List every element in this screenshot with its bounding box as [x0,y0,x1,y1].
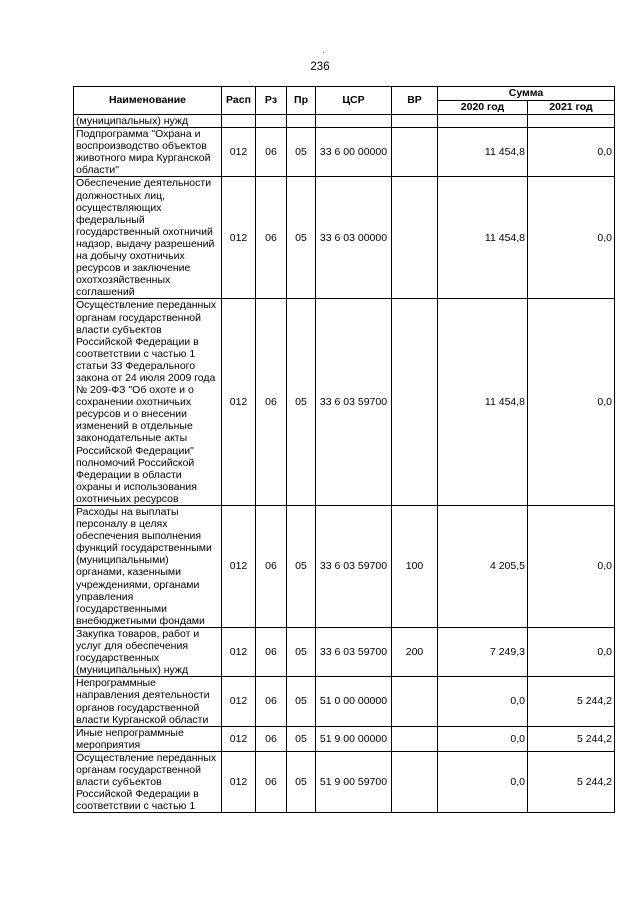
cell-name: Осуществление переданных органам государственной власти субъектов Российской Федерации в соответствии с частью 1 [74,751,222,812]
table-row [74,751,615,812]
cell-pr: 05 [287,299,316,506]
cell-vr [392,128,438,177]
table-row [74,299,615,506]
table-row [74,177,615,299]
cell-name: Расходы на выплаты персоналу в целях обеспечения выполнения функций государственными (муниципальными) органами, казенными учреждениями, органами управления государственными внебюджетными фондами [74,506,222,628]
cell-sum-2020: 11 454,8 [438,177,528,299]
cell-sum-2021: 0,0 [528,506,615,628]
cell-rasp: 012 [222,677,256,726]
cell-sum-2020: 11 454,8 [438,128,528,177]
header-year-2021: 2021 год [528,101,615,115]
cell-pr: 05 [287,726,316,751]
cell-pr: 05 [287,177,316,299]
cell-rz: 06 [256,506,287,628]
cell-pr: 05 [287,506,316,628]
cell-rz: 06 [256,751,287,812]
table-row [74,677,615,726]
cell-vr [392,177,438,299]
cell-vr: 200 [392,627,438,676]
cell-rasp: 012 [222,299,256,506]
cell-rasp: 012 [222,128,256,177]
header-vr: ВР [392,87,438,115]
cell-vr [392,299,438,506]
scan-speck [323,52,324,53]
table-header [74,87,615,115]
header-sum: Сумма [438,87,615,101]
cell-name: Непрограммные направления деятельности органов государственной власти Курганской области [74,677,222,726]
cell-sum-2021: 5 244,2 [528,677,615,726]
cell-rz: 06 [256,128,287,177]
cell-vr [392,751,438,812]
cell-rz [256,115,287,128]
cell-name: (муниципальных) нужд [74,115,222,128]
table-body [74,115,615,813]
cell-rasp [222,115,256,128]
cell-csr: 33 6 03 59700 [316,506,392,628]
cell-sum-2021: 5 244,2 [528,751,615,812]
cell-name: Иные непрограммные мероприятия [74,726,222,751]
table-row [74,115,615,128]
cell-sum-2021: 0,0 [528,177,615,299]
header-year-2020: 2020 год [438,101,528,115]
cell-pr: 05 [287,751,316,812]
table-row [74,726,615,751]
cell-sum-2020: 4 205,5 [438,506,528,628]
cell-csr: 33 6 00 00000 [316,128,392,177]
cell-rasp: 012 [222,627,256,676]
page-number: 236 [310,61,330,73]
cell-name: Обеспечение деятельности должностных лиц, осуществляющих федеральный государственный охотничий надзор, выдачу разрешений на добычу охотничьих ресурсов и заключение охотхозяйственных соглашений [74,177,222,299]
cell-sum-2021 [528,115,615,128]
budget-table [73,86,615,813]
cell-pr: 05 [287,128,316,177]
cell-sum-2020 [438,115,528,128]
cell-rasp: 012 [222,751,256,812]
cell-csr: 33 6 03 59700 [316,627,392,676]
cell-sum-2021: 0,0 [528,299,615,506]
header-rz: Рз [256,87,287,115]
cell-sum-2020: 0,0 [438,751,528,812]
cell-csr [316,115,392,128]
cell-csr: 33 6 03 59700 [316,299,392,506]
cell-vr: 100 [392,506,438,628]
cell-rz: 06 [256,627,287,676]
cell-sum-2020: 11 454,8 [438,299,528,506]
cell-name: Подпрограмма "Охрана и воспроизводство объектов животного мира Курганской области" [74,128,222,177]
cell-vr [392,726,438,751]
cell-vr [392,677,438,726]
cell-rz: 06 [256,299,287,506]
cell-rz: 06 [256,177,287,299]
cell-pr: 05 [287,677,316,726]
cell-name: Закупка товаров, работ и услуг для обеспечения государственных (муниципальных) нужд [74,627,222,676]
cell-pr [287,115,316,128]
cell-rasp: 012 [222,506,256,628]
table-row [74,128,615,177]
table-row [74,627,615,676]
header-csr: ЦСР [316,87,392,115]
cell-rasp: 012 [222,177,256,299]
cell-sum-2020: 7 249,3 [438,627,528,676]
cell-sum-2020: 0,0 [438,677,528,726]
table-row [74,506,615,628]
cell-rasp: 012 [222,726,256,751]
cell-rz: 06 [256,677,287,726]
cell-pr: 05 [287,627,316,676]
header-name: Наименование [74,87,222,115]
cell-csr: 51 0 00 00000 [316,677,392,726]
cell-csr: 51 9 00 00000 [316,726,392,751]
cell-vr [392,115,438,128]
cell-sum-2020: 0,0 [438,726,528,751]
header-rasp: Расп [222,87,256,115]
cell-sum-2021: 0,0 [528,627,615,676]
cell-sum-2021: 0,0 [528,128,615,177]
cell-rz: 06 [256,726,287,751]
cell-name: Осуществление переданных органам государственной власти субъектов Российской Федерации в соответствии с частью 1 статьи 33 Федерального закона от 24 июля 2009 года № 209-ФЗ "Об охоте и о сохранении охотничьих ресурсов и о внесении изменений в отдельные законодательные акты Российской Федерации" полномочий Российской Федерации в области охраны и использования охотничьих ресурсов [74,299,222,506]
header-pr: Пр [287,87,316,115]
cell-csr: 33 6 03 00000 [316,177,392,299]
cell-csr: 51 9 00 59700 [316,751,392,812]
cell-sum-2021: 5 244,2 [528,726,615,751]
